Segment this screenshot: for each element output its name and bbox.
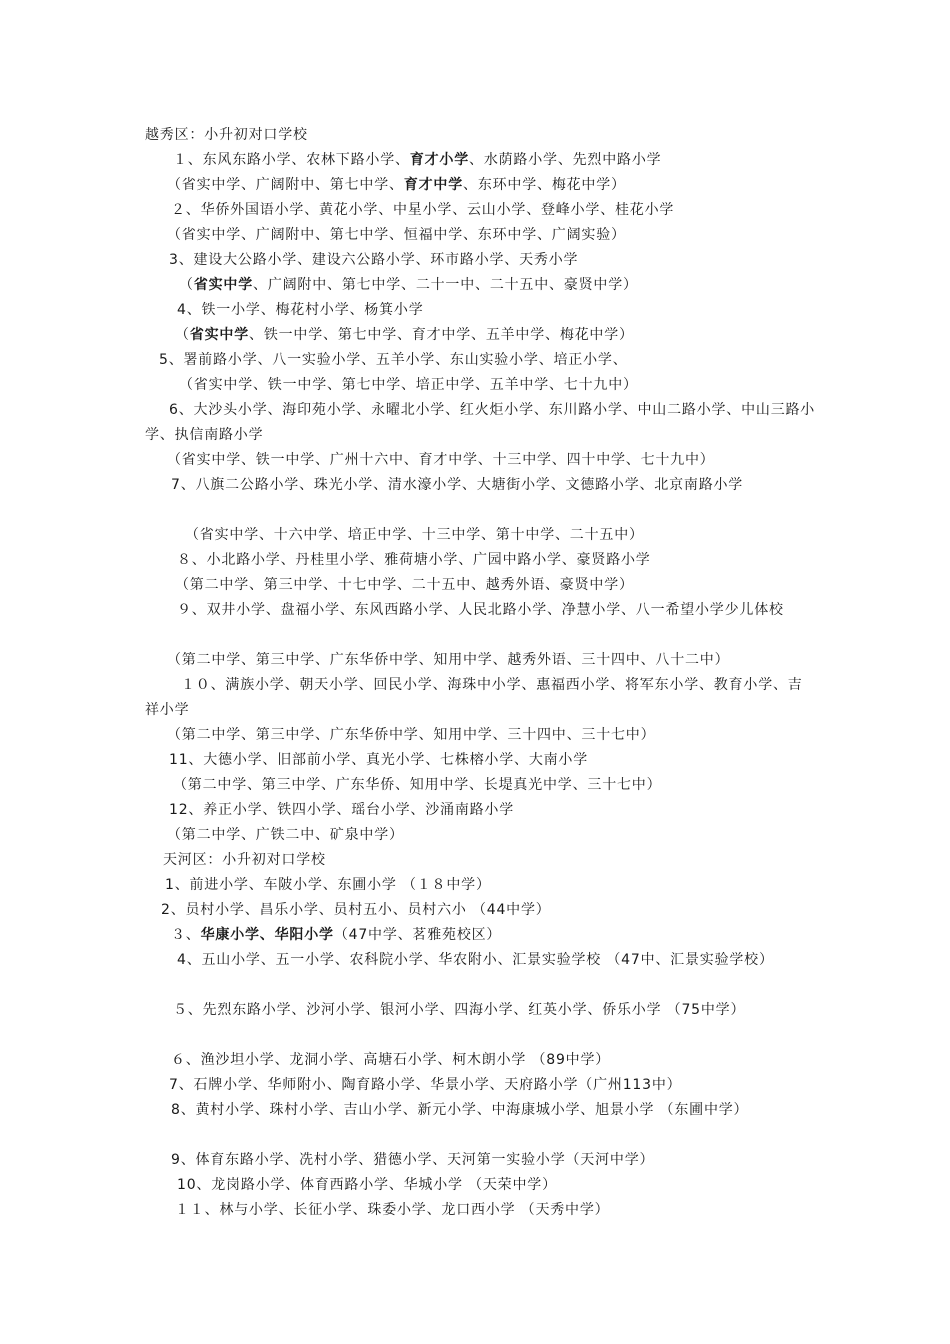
text-line: （省实中学、十六中学、培正中学、十三中学、第十中学、二十五中） (185, 527, 644, 543)
text-line: （省实中学、广阔附中、第七中学、恒福中学、东环中学、广阔实验） (167, 227, 626, 243)
text-line: 10、龙岗路小学、体育西路小学、华城小学 （天荣中学） (177, 1177, 557, 1193)
text-line: 11、大德小学、旧部前小学、真光小学、七株榕小学、大南小学 (169, 752, 589, 768)
text-line: ９、双井小学、盘福小学、东风西路小学、人民北路小学、净慧小学、八一希望小学少儿体校 (177, 602, 784, 618)
text-line: 3、建设大公路小学、建设六公路小学、环市路小学、天秀小学 (169, 252, 579, 268)
text-line: （省实中学、铁一中学、第七中学、培正中学、五羊中学、七十九中） (179, 377, 638, 393)
text-line: （第二中学、第三中学、广东华侨、知用中学、长堤真光中学、三十七中） (173, 777, 662, 793)
section-heading-yuexiu: 越秀区：小升初对口学校 (145, 127, 308, 143)
text-line: （第二中学、第三中学、广东华侨中学、知用中学、越秀外语、三十四中、八十二中） (167, 652, 730, 668)
text-line: 7、石牌小学、华师附小、陶育路小学、华景小学、天府路小学（广州113中） (169, 1077, 682, 1093)
text-line: （第二中学、广铁二中、矿泉中学） (167, 827, 404, 843)
text-line: 8、黄村小学、珠村小学、吉山小学、新元小学、中海康城小学、旭景小学 （东圃中学） (171, 1102, 749, 1118)
text-line: （第二中学、第三中学、广东华侨中学、知用中学、三十四中、三十七中） (167, 727, 656, 743)
text-line: ３、华康小学、华阳小学（47中学、茗雅苑校区） (171, 927, 502, 943)
text-line: ５、先烈东路小学、沙河小学、银河小学、四海小学、红英小学、侨乐小学 （75中学） (173, 1002, 746, 1018)
text-line: 2、员村小学、昌乐小学、员村五小、员村六小 （44中学） (161, 902, 551, 918)
text-line: （省实中学、广阔附中、第七中学、二十一中、二十五中、豪贤中学） (179, 277, 638, 293)
text-line: 1、前进小学、车陂小学、东圃小学 （１８中学） (165, 877, 491, 893)
text-line: ８、小北路小学、丹桂里小学、雅荷塘小学、广园中路小学、豪贤路小学 (177, 552, 651, 568)
text-line: 9、体育东路小学、冼村小学、猎德小学、天河第一实验小学（天河中学） (171, 1152, 655, 1168)
text-line: ２、华侨外国语小学、黄花小学、中星小学、云山小学、登峰小学、桂花小学 (171, 202, 675, 218)
text-line: 4、铁一小学、梅花村小学、杨箕小学 (177, 302, 424, 318)
section-heading-tianhe: 天河区：小升初对口学校 (163, 852, 326, 868)
text-line: 4、五山小学、五一小学、农科院小学、华农附小、汇景实验学校 （47中、汇景实验学校） (177, 952, 774, 968)
text-line: （省实中学、铁一中学、第七中学、育才中学、五羊中学、梅花中学） (175, 327, 634, 343)
text-line: １０、满族小学、朝天小学、回民小学、海珠中小学、惠福西小学、将军东小学、教育小学、吉祥小学 (145, 677, 803, 718)
text-line: １、东风东路小学、农林下路小学、育才小学、水荫路小学、先烈中路小学 (173, 152, 662, 168)
text-line: （第二中学、第三中学、十七中学、二十五中、越秀外语、豪贤中学） (175, 577, 634, 593)
text-line: 6、大沙头小学、海印苑小学、永曜北小学、红火炬小学、东川路小学、中山二路小学、中山三路小学、执信南路小学 (145, 402, 816, 443)
text-line: 12、养正小学、铁四小学、瑶台小学、沙涌南路小学 (169, 802, 515, 818)
text-line: 7、八旗二公路小学、珠光小学、清水濠小学、大塘街小学、文德路小学、北京南路小学 (171, 477, 744, 493)
text-line: １１、林与小学、长征小学、珠委小学、龙口西小学 （天秀中学） (175, 1202, 610, 1218)
text-line: （省实中学、广阔附中、第七中学、育才中学、东环中学、梅花中学） (167, 177, 626, 193)
text-line: ６、渔沙坦小学、龙洞小学、高塘石小学、柯木朗小学 （89中学） (171, 1052, 611, 1068)
text-line: （省实中学、铁一中学、广州十六中、育才中学、十三中学、四十中学、七十九中） (167, 452, 715, 468)
text-line: 5、署前路小学、八一实验小学、五羊小学、东山实验小学、培正小学、 (159, 352, 628, 368)
